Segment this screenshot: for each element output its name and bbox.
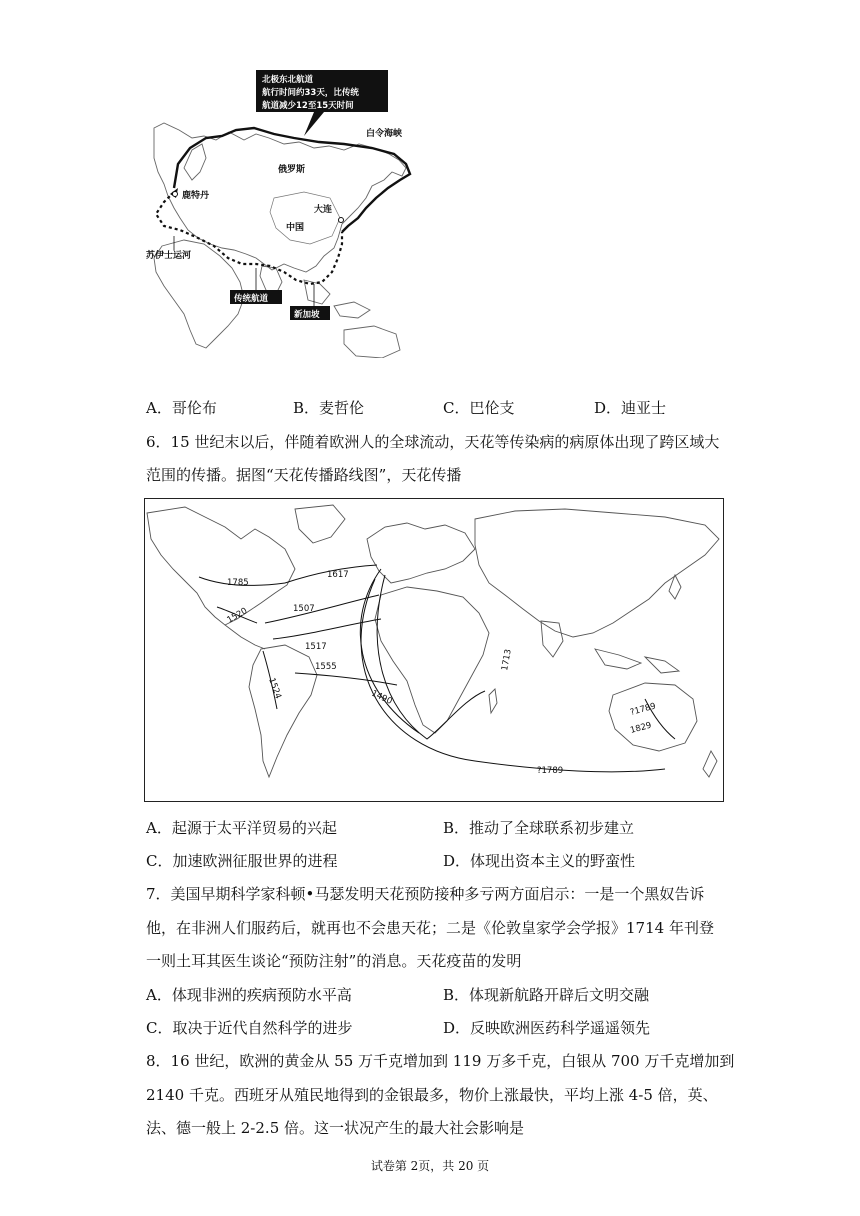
australia-outline-2 bbox=[609, 683, 697, 751]
greenland-outline bbox=[295, 505, 345, 543]
q7-option-c: C．取决于近代自然科学的进步 bbox=[146, 1019, 353, 1037]
label-traditional-route: 传统航道 bbox=[234, 294, 269, 304]
new-zealand-outline bbox=[703, 751, 717, 777]
label-dalian: 大连 bbox=[314, 205, 333, 215]
q6-option-a: A．起源于太平洋贸易的兴起 bbox=[146, 819, 337, 837]
q5-option-a: A．哥伦布 bbox=[146, 399, 217, 417]
q6-option-d: D．体现出资本主义的野蛮性 bbox=[443, 852, 636, 870]
south-america-outline bbox=[249, 645, 317, 777]
q6-option-b: B．推动了全球联系初步建立 bbox=[443, 819, 635, 837]
q5-option-c: C．巴伦支 bbox=[443, 399, 515, 417]
asia-outline bbox=[475, 509, 719, 637]
route-cape-loop bbox=[377, 575, 485, 739]
year-1789a: ?1789 bbox=[629, 701, 658, 718]
india-outline-2 bbox=[541, 621, 563, 657]
year-1520: 1520 bbox=[225, 606, 250, 626]
q5-option-b: B．麦哲伦 bbox=[293, 399, 365, 417]
label-bering: 白令海峡 bbox=[366, 129, 403, 139]
page-footer: 试卷第 2页，共 20 页 bbox=[370, 1159, 490, 1173]
route-1555 bbox=[295, 673, 397, 685]
central-america-outline bbox=[225, 625, 265, 649]
year-1517: 1517 bbox=[305, 642, 327, 652]
callout-pointer bbox=[304, 112, 324, 136]
year-1555: 1555 bbox=[315, 662, 337, 672]
indonesia-outline bbox=[595, 649, 679, 673]
china-outline bbox=[270, 192, 340, 244]
q7-stem-line3: 一则土耳其医生谈论“预防注射”的消息。天花疫苗的发明 bbox=[146, 952, 522, 970]
callout-line3: 航道减少12至15天时间 bbox=[262, 101, 354, 111]
year-1524: 1524 bbox=[266, 676, 283, 701]
year-1785: 1785 bbox=[227, 578, 249, 588]
madagascar-outline bbox=[489, 689, 497, 713]
q8-stem-line1: 8．16 世纪，欧洲的黄金从 55 万千克增加到 119 万多千克，白银从 700 万千克增加到 bbox=[146, 1052, 735, 1070]
q7-stem-line2: 他，在非洲人们服药后，就再也不会患天花；二是《伦敦皇家学会学报》1714 年刊登 bbox=[146, 919, 714, 937]
arctic-route-line bbox=[174, 128, 410, 232]
q7-option-a: A．体现非洲的疾病预防水平高 bbox=[146, 986, 352, 1004]
year-1829: 1829 bbox=[629, 720, 653, 736]
q8-stem-line3: 法、德一般上 2-2.5 倍。这一状况产生的最大社会影响是 bbox=[146, 1119, 525, 1137]
year-1789b: ?1789 bbox=[537, 766, 564, 776]
label-suez: 苏伊士运河 bbox=[146, 251, 192, 261]
q8-stem-line2: 2140 千克。西班牙从殖民地得到的金银最多，物价上涨最快，平均上涨 4-5 倍，英、 bbox=[146, 1086, 718, 1104]
year-1507: 1507 bbox=[293, 604, 315, 614]
q7-stem-line1: 7．美国早期科学家科顿•马瑟发明天花预防接种多亏两方面启示：一是一个黑奴告诉 bbox=[146, 885, 705, 903]
q7-option-d: D．反映欧洲医药科学遥遥领先 bbox=[443, 1019, 651, 1037]
rotterdam-marker bbox=[173, 192, 178, 197]
q5-option-d: D．迪亚士 bbox=[594, 399, 667, 417]
q6-stem-line2: 范围的传播。据图“天花传播路线图”，天花传播 bbox=[146, 466, 462, 484]
route-1517 bbox=[273, 619, 381, 639]
year-1490: 1490 bbox=[369, 688, 394, 707]
year-1713: 1713 bbox=[500, 648, 514, 672]
callout-line2: 航行时间约33天，比传统 bbox=[262, 88, 359, 98]
label-china: 中国 bbox=[286, 223, 305, 233]
north-america-outline bbox=[147, 507, 295, 625]
scandinavia-outline bbox=[184, 144, 206, 180]
dalian-marker bbox=[339, 218, 344, 223]
callout-line1: 北极东北航道 bbox=[262, 75, 314, 85]
label-russia: 俄罗斯 bbox=[278, 165, 306, 175]
arctic-route-map bbox=[144, 68, 424, 358]
label-rotterdam: 鹿特丹 bbox=[182, 191, 210, 201]
label-singapore: 新加坡 bbox=[294, 310, 320, 320]
australia-outline bbox=[344, 326, 400, 358]
route-1789-long bbox=[361, 579, 665, 772]
q7-option-b: B．体现新航路开辟后文明交融 bbox=[443, 986, 650, 1004]
q6-stem-line1: 6．15 世纪末以后，伴随着欧洲人的全球流动，天花等传染病的病原体出现了跨区域大 bbox=[146, 433, 720, 451]
route-1507 bbox=[265, 595, 379, 623]
europe-outline bbox=[367, 523, 475, 583]
smallpox-route-map bbox=[144, 498, 724, 802]
q6-option-c: C．加速欧洲征服世界的进程 bbox=[146, 852, 338, 870]
year-1617: 1617 bbox=[327, 570, 349, 580]
africa-outline-2 bbox=[375, 587, 489, 733]
